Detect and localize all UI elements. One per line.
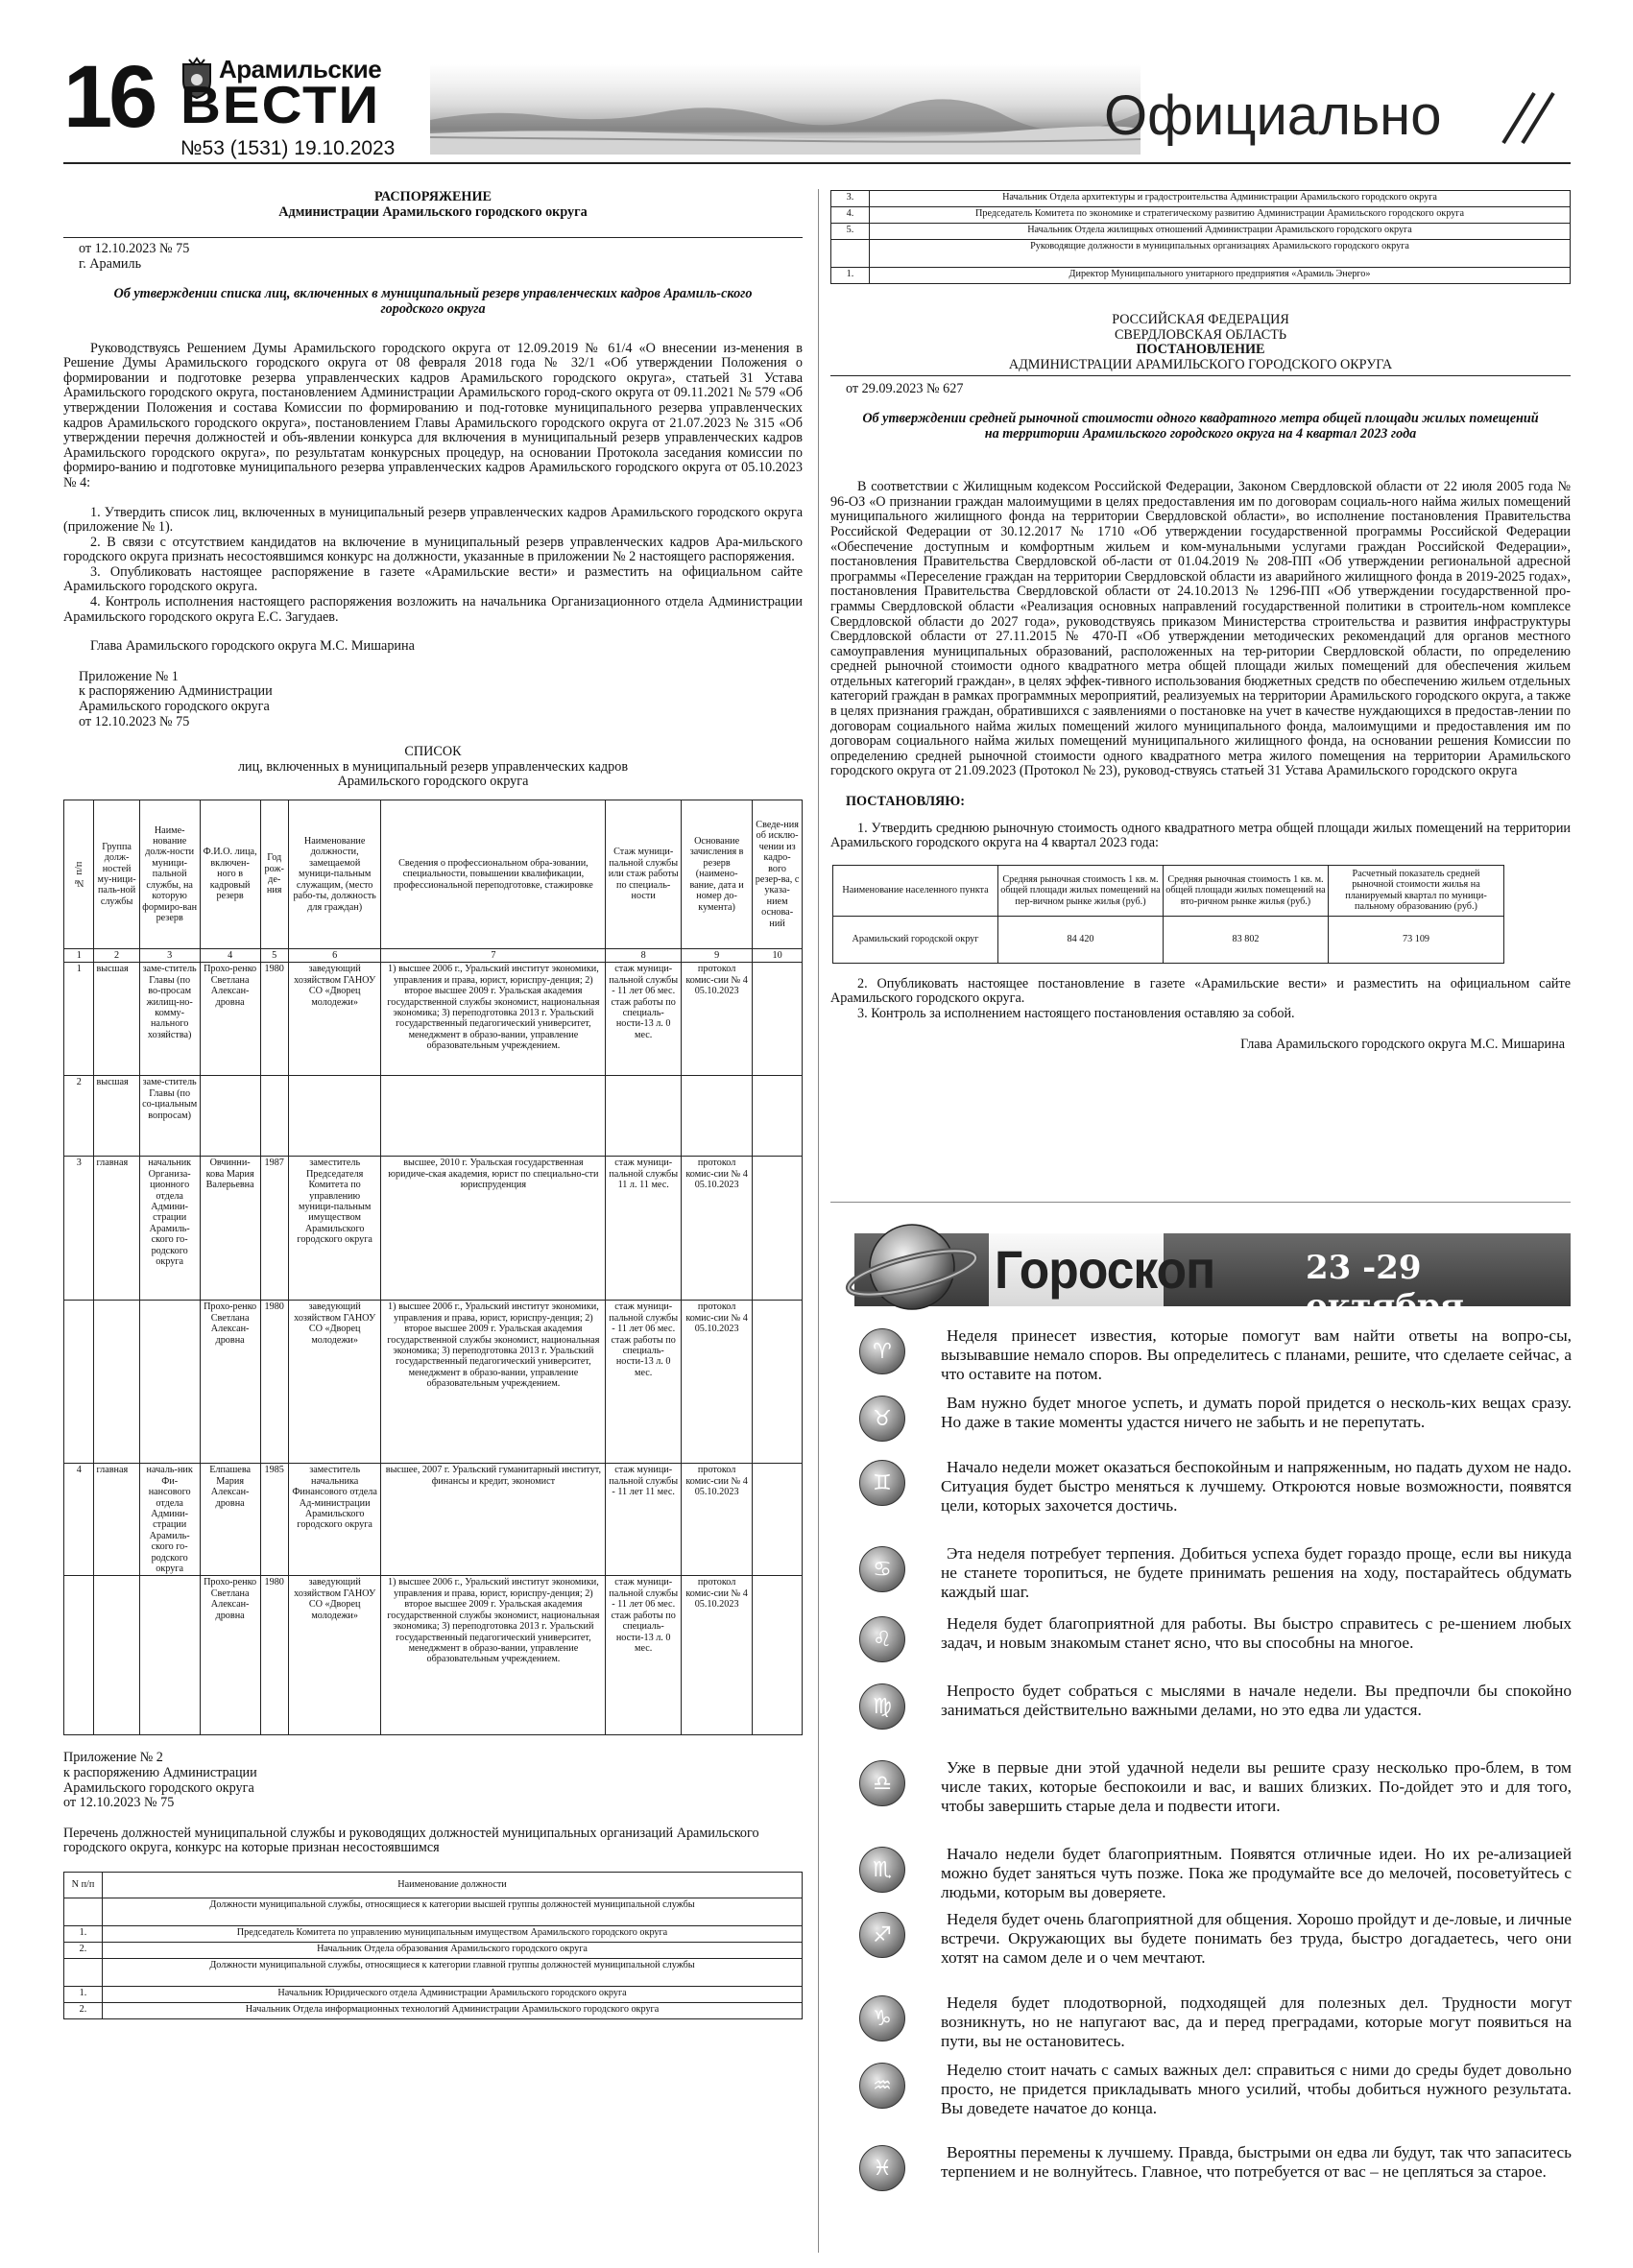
cell-n <box>64 1301 94 1464</box>
heading-line: СВЕРДЛОВСКАЯ ОБЛАСТЬ <box>1114 326 1287 343</box>
column-number-cell: 2 <box>94 949 139 963</box>
horoscope-item <box>859 2061 1572 2128</box>
horoscope-item <box>859 1758 1572 1826</box>
left-column <box>63 190 803 2019</box>
decree-subject: Об утверждении средней рыночной стоимости одного квадратного метра общей площади жилых помещений на территории Арамильского городского округа на 4 квартал 2023 года <box>862 410 1539 442</box>
order-subject: Об утверждении списка лиц, включенных в муниципальный резерв управленческих кадров Арамиль-ского городского округа <box>113 286 753 317</box>
header-cell: N п/п <box>64 1873 103 1898</box>
horoscope-title: Гороскоп <box>995 1239 1215 1300</box>
column-number-cell: 10 <box>753 949 803 963</box>
cell-work: заведующий хозяйством ГАНОУ СО «Дворец молодежи» <box>288 1301 381 1464</box>
list-heading <box>63 745 803 790</box>
horoscope-text: Неделя будет очень благоприятной для общения. Хорошо пройдут и де-ловые, и личные встречи. Окружающих вы будете понимать без труда, быстро догадаетесь, чего они хотят на самом деле и о чем мечтают. <box>941 1910 1572 1967</box>
header-cell: Стаж муници-пальной службы или стаж работы по специаль-ности <box>606 800 682 949</box>
heading-line: ПОСТАНОВЛЕНИЕ <box>1136 342 1265 358</box>
page-number: 16 <box>63 48 155 146</box>
column-number-cell: 6 <box>288 949 381 963</box>
cell-year: 1980 <box>260 1301 288 1464</box>
price-secondary-cell: 83 802 <box>1164 916 1329 963</box>
cell-group: высшая <box>94 963 139 1076</box>
column-number-cell: 7 <box>381 949 606 963</box>
cell-year: 1985 <box>260 1464 288 1576</box>
table-row <box>831 268 1571 284</box>
table-row <box>64 1943 803 1959</box>
cell-stage: стаж муници-пальной службы - 11 лет 06 мес. стаж работы по специаль-ности-13 л. 0 мес. <box>606 1301 682 1464</box>
horoscope-text: Неделю стоит начать с самых важных дел: справиться с ними до среды будет довольно просто, не придется прикладывать много усилий, чтобы добиться нужного результата. Вы доведете начатое до конца. <box>941 2061 1572 2117</box>
table-row <box>64 1157 803 1301</box>
saturn-icon <box>845 1206 979 1330</box>
issue-number: №53 (1531) 19.10.2023 <box>180 137 396 159</box>
cell-n: 2 <box>64 1076 94 1157</box>
cell-excl <box>753 1464 803 1576</box>
cell-fio: Прохо-ренко Светлана Алексан-дровна <box>200 1576 260 1735</box>
cell-work: заведующий хозяйством ГАНОУ СО «Дворец молодежи» <box>288 1576 381 1735</box>
table-row <box>64 1987 803 2003</box>
table-row <box>64 963 803 1076</box>
cell-group: главная <box>94 1157 139 1301</box>
row-number-cell: 2. <box>64 2003 103 2019</box>
table-row <box>64 1076 803 1157</box>
horoscope-item <box>859 1394 1572 1461</box>
decree-signature: Глава Арамильского городского округа М.С. Мишарина <box>1240 1036 1565 1052</box>
position-name-cell: Директор Муниципального унитарного предприятия «Арамиль Энерго» <box>870 268 1571 284</box>
header-cell: Средняя рыночная стоимость 1 кв. м. общей площади жилых помещений на вто-ричном рынке жилья (руб.) <box>1164 865 1329 916</box>
header-rule <box>63 162 1571 164</box>
cell-basis: протокол комис-сии № 4 05.10.2023 <box>682 1157 753 1301</box>
horoscope-text: Вам нужно будет многое успеть, и думать порой придется о несколь-ких вещах сразу. Но даже в такие моменты удастся ничего не забыть и не перепутать. <box>941 1394 1572 1431</box>
heading-line: РОССИЙСКАЯ ФЕДЕРАЦИЯ <box>1112 312 1289 327</box>
order-title: РАСПОРЯЖЕНИЕ <box>374 189 492 204</box>
cell-edu: высшее, 2010 г. Уральская государственная юридиче-ская академия, юрист по специально-сти юриспруденция <box>381 1157 606 1301</box>
slash-decoration-icon <box>1496 89 1563 147</box>
table-row <box>831 207 1571 224</box>
cell-stage <box>606 1076 682 1157</box>
decree-heading <box>830 313 1571 372</box>
table-row <box>64 1301 803 1464</box>
cell-work: заместитель Председателя Комитета по управлению муници-пальным имуществом Арамильского городского округа <box>288 1157 381 1301</box>
order-title-admin: Администрации Арамильского городского округа <box>278 203 588 220</box>
decree-resolve: ПОСТАНОВЛЯЮ: <box>846 794 966 810</box>
table-row <box>831 191 1571 207</box>
cell-work <box>288 1076 381 1157</box>
table-row <box>64 2003 803 2019</box>
decree-items-end <box>830 977 1571 1022</box>
virgo-icon: ♍ <box>859 1683 905 1730</box>
cell-excl <box>753 1076 803 1157</box>
cell-position: начальник Организа-ционного отдела Админи-страции Арамиль-ского го-родского округа <box>139 1157 200 1301</box>
cell-edu <box>381 1076 606 1157</box>
position-name-cell: Председатель Комитета по управлению муниципальным имуществом Арамильского городского округа <box>103 1926 803 1943</box>
appendix-line: от 12.10.2023 № 75 <box>79 713 190 729</box>
order-date: от 12.10.2023 № 75 <box>79 241 190 257</box>
header-cell: Средняя рыночная стоимость 1 кв. м. общей площади жилых помещений на пер-вичном рынке жилья (руб.) <box>998 865 1164 916</box>
column-number-cell: 3 <box>139 949 200 963</box>
cell-year <box>260 1076 288 1157</box>
header-cell: Расчетный показатель средней рыночной стоимости жилья на планируемый квартал по муници-пальному образованию (руб.) <box>1329 865 1504 916</box>
horoscope-text: Неделя будет плодотворной, подходящей для полезных дел. Трудности могут возникнуть, но не напугают вас, да и перед преградами, которые могут появиться на пути, вы не остановитесь. <box>941 1993 1572 2050</box>
brand-main: ВЕСТИ <box>180 75 381 135</box>
category-cell: Руководящие должности в муниципальных организациях Арамильского городского округа <box>870 240 1571 268</box>
order-item-4: 4. Контроль исполнения настоящего распоряжения возложить на начальника Организационного отдела Администрации Арамильского городского округа Е.С. Загудаев. <box>63 594 803 625</box>
order-item-1: 1. Утвердить список лиц, включенных в муниципальный резерв управленческих кадров Арамильского городского округа (приложение № 1). <box>63 504 803 536</box>
decree-items <box>830 822 1571 851</box>
cell-edu: высшее, 2007 г. Уральский гуманитарный институт, финансы и кредит, экономист <box>381 1464 606 1576</box>
row-number-cell: 3. <box>831 191 870 207</box>
scorpio-icon: ♏ <box>859 1847 905 1893</box>
gemini-icon: ♊ <box>859 1460 905 1506</box>
column-number-cell: 5 <box>260 949 288 963</box>
cell-edu: 1) высшее 2006 г., Уральский институт экономики, управления и права, юрист, юриспру-денция; 2) второе высшее 2009 г. Уральская академия государственной службы экономист, национальная экономика; 3) переподготовка 2013 г. Уральский государственный педагогический университет, менеджмент в образо-вании, управление образовательным учреждением. <box>381 1301 606 1464</box>
list-title: СПИСОК <box>404 744 462 760</box>
horoscope-item <box>859 1993 1572 2061</box>
appendix-1-heading <box>79 670 803 729</box>
cell-excl <box>753 963 803 1076</box>
category-cell: Должности муниципальной службы, относящиеся к категории главной группы должностей муниципальной службы <box>103 1959 803 1987</box>
decree-rule <box>830 375 1571 376</box>
order-city: г. Арамиль <box>79 255 142 272</box>
table-row <box>64 1926 803 1943</box>
header-cell: Наименование должности <box>103 1873 803 1898</box>
cell-basis: протокол комис-сии № 4 05.10.2023 <box>682 963 753 1076</box>
cell-excl <box>753 1301 803 1464</box>
cell-fio: Прохо-ренко Светлана Алексан-дровна <box>200 1301 260 1464</box>
horoscope-item <box>859 2143 1572 2210</box>
place-cell: Арамильский городской округ <box>833 916 998 963</box>
header-cell: Год рож-де-ния <box>260 800 288 949</box>
cell-position: заме-ститель Главы (по во-просам жилищ-но-комму-нального хозяйства) <box>139 963 200 1076</box>
table-header-row <box>64 1873 803 1898</box>
appendix-line: от 12.10.2023 № 75 <box>63 1795 175 1811</box>
row-number-cell: 1. <box>64 1926 103 1943</box>
cell-group <box>94 1301 139 1464</box>
horoscope-text: Неделя будет благоприятной для работы. Вы быстро справитесь с ре-шением любых задач, и новым знакомым станет ясно, что вы способны на многое. <box>941 1614 1572 1652</box>
reserve-list-table <box>63 800 803 1735</box>
cell-position <box>139 1576 200 1735</box>
cell-excl <box>753 1157 803 1301</box>
appendix-line: Приложение № 2 <box>63 1750 163 1766</box>
positions-table <box>63 1872 803 2019</box>
sagittarius-icon: ♐ <box>859 1912 905 1958</box>
price-table <box>832 865 1504 964</box>
header-cell: Основание зачисления в резерв (наимено-вание, дата и номер до-кумента) <box>682 800 753 949</box>
title-rule <box>63 237 803 238</box>
horoscope-text: Непросто будет собраться с мыслями в начале недели. Вы предпочли бы спокойно заниматься действительно важными делами, но это едва ли удастся. <box>941 1682 1572 1719</box>
row-number-cell <box>64 1959 103 1987</box>
order-para: Руководствуясь Решением Думы Арамильского городского округа от 12.09.2019 № 61/4 «О внесении из-менения в Решение Думы Арамильского городского округа от 08 февраля 2018 года № 32/1 «Об утверждении Положения о формировании и подготовке резерва управленческих кадров Арамильского городского округа», статьей 31 Устава Арамильского городского округа, постановлением Администрации Арамильского город-ского округа от 09.11.2021 № 579 «Об утверждении Положения и состава Комиссии по формированию и под-готовке муниципального резерва управленческих кадров Арамильского городского округа», постановлением Главы Арамильского городского округа от 21.07.2023 № 315 «Об утверждении перечня должностей и объ-явлении конкурса для включения в муниципальный резерв управленческих кадров Арамильского городского округа», по результатам конкурсных процедур, на основании Протокола заседания комиссии по формиро-ванию и подготовке муниципального резерва управленческих кадров Арамильского городского округа от 05.10.2023 № 4: <box>63 340 803 490</box>
horoscope-item <box>859 1845 1572 1912</box>
header <box>63 48 1571 166</box>
cell-basis <box>682 1076 753 1157</box>
header-cell: Сведения о профессиональном обра-зовании, специальности, повышении квалификации, профессиональной переподготовке, стажировке <box>381 800 606 949</box>
header-cell: Группа долж-ностей му-ници-паль-ной службы <box>94 800 139 949</box>
table-row <box>64 1464 803 1576</box>
horoscope-text: Неделя принесет известия, которые помогут вам найти ответы на вопро-сы, вызывавшие немало споров. Вы определитесь с планами, решите, что сделаете сейчас, а что оставите на потом. <box>941 1326 1572 1383</box>
horoscope-rule <box>830 1202 1571 1203</box>
decree-body <box>830 480 1571 779</box>
table-header-row <box>833 865 1504 916</box>
column-number-cell: 4 <box>200 949 260 963</box>
appendix-line: Приложение № 1 <box>79 668 179 684</box>
appendix-line: к распоряжению Администрации <box>79 683 273 700</box>
cell-group: главная <box>94 1464 139 1576</box>
leo-icon: ♌ <box>859 1616 905 1662</box>
appendix-line: Арамильского городского округа <box>79 699 270 715</box>
row-number-cell: 4. <box>831 207 870 224</box>
price-calculated-cell: 73 109 <box>1329 916 1504 963</box>
cell-fio: Овчинни-кова Мария Валерьевна <box>200 1157 260 1301</box>
horoscope-text: Начало недели может оказаться беспокойным и напряженным, но падать духом не надо. Ситуация будет быстро меняться к лучшему. Откроются новые возможности, появятся цели, которых захочется достичь. <box>941 1458 1572 1515</box>
capricorn-icon: ♑ <box>859 1995 905 2041</box>
cell-group <box>94 1576 139 1735</box>
horoscope-item <box>859 1614 1572 1682</box>
row-number-cell: 1. <box>64 1987 103 2003</box>
header-cell: № п/п <box>64 800 94 949</box>
libra-icon: ♎ <box>859 1760 905 1806</box>
horoscope-item <box>859 1682 1572 1749</box>
taurus-icon: ♉ <box>859 1396 905 1442</box>
cell-position <box>139 1301 200 1464</box>
cell-work: заместитель начальника Финансового отдела Ад-министрации Арамильского городского округа <box>288 1464 381 1576</box>
cell-position: началь-ник Фи-нансового отдела Админи-страции Арамиль-ского го-родского округа <box>139 1464 200 1576</box>
cell-n: 4 <box>64 1464 94 1576</box>
row-number-cell: 1. <box>831 268 870 284</box>
table-header-row <box>64 800 803 949</box>
order-body <box>63 342 803 655</box>
header-cell: Наиме-нование долж-ности муници-пальной службы, на которую формиро-ван резерв <box>139 800 200 949</box>
price-primary-cell: 84 420 <box>998 916 1164 963</box>
horoscope-text: Начало недели будет благоприятным. Появятся отличные идеи. Но их ре-ализацией можно будет заняться чуть позже. Пока же продумайте все до мелочей, посоветуйтесь с людьми, которым вы доверяете. <box>941 1845 1572 1901</box>
cell-n: 3 <box>64 1157 94 1301</box>
order-item-3: 3. Опубликовать настоящее распоряжение в газете «Арамильские вести» и разместить на официальном сайте Арамильского городского округа. <box>63 563 803 595</box>
order-signature: Глава Арамильского городского округа М.С. Мишарина <box>90 638 415 655</box>
appendix-2-heading <box>63 1751 803 1810</box>
decree-item-3: 3. Контроль за исполнением настоящего постановления оставляю за собой. <box>857 1006 1295 1021</box>
row-number-cell: 5. <box>831 224 870 240</box>
decree-item-2: 2. Опубликовать настоящее постановление в газете «Арамильские вести» и разместить на официальном сайте Арамильского городского округа. <box>830 975 1571 1007</box>
horoscope-dates: 23 -29 октября <box>1306 1249 1464 1325</box>
column-number-cell: 8 <box>606 949 682 963</box>
row-number-cell: 2. <box>64 1943 103 1959</box>
horoscope-text: Уже в первые дни этой удачной недели вы решите сразу несколько про-блем, в том числе таких, которые беспокоили и вас, и ваших близких. По-дойдет это и для того, чтобы завершить старые дела и подвести итоги. <box>941 1758 1572 1815</box>
cell-edu: 1) высшее 2006 г., Уральский институт экономики, управления и права, юрист, юриспру-денция; 2) второе высшее 2009 г. Уральская академия государственной службы экономист, национальная экономика; 3) переподготовка 2013 г. Уральский государственный педагогический университет, менеджмент в образо-вании, управление образовательным учреждением. <box>381 963 606 1076</box>
position-name-cell: Начальник Отдела информационных технологий Администрации Арамильского городского округа <box>103 2003 803 2019</box>
horoscope-item <box>859 1544 1572 1611</box>
cell-position: заме-ститель Главы (по со-циальным вопросам) <box>139 1076 200 1157</box>
list-subtitle: Арамильского городского округа <box>337 774 529 790</box>
aquarius-icon: ♒ <box>859 2063 905 2109</box>
section-title: Официально <box>1104 84 1442 147</box>
row-number-cell <box>831 240 870 268</box>
cell-edu: 1) высшее 2006 г., Уральский институт экономики, управления и права, юрист, юриспру-денция; 2) второе высшее 2009 г. Уральская академия государственной службы экономист, национальная экономика; 3) переподготовка 2013 г. Уральский государственный педагогический университет, менеджмент в образо-вании, управление образовательным учреждением. <box>381 1576 606 1735</box>
list-subtitle: лиц, включенных в муниципальный резерв управленческих кадров <box>237 758 629 775</box>
horoscope-text: Эта неделя потребует терпения. Добиться успеха будет гораздо проще, если вы никуда не станете торопиться, не будете принимать решения на ходу, постарайтесь обдумать каждый шаг. <box>941 1544 1572 1601</box>
table-row <box>831 240 1571 268</box>
cell-n <box>64 1576 94 1735</box>
table-row <box>64 1576 803 1735</box>
aries-icon: ♈ <box>859 1328 905 1374</box>
header-landscape-image <box>430 64 1141 155</box>
cell-basis: протокол комис-сии № 4 05.10.2023 <box>682 1576 753 1735</box>
cell-stage: стаж муници-пальной службы - 11 лет 11 мес. <box>606 1464 682 1576</box>
appendix-line: к распоряжению Администрации <box>63 1765 257 1781</box>
decree-date: от 29.09.2023 № 627 <box>846 381 964 397</box>
position-name-cell: Председатель Комитета по экономике и стратегическому развитию Администрации Арамильского городского округа <box>870 207 1571 224</box>
decree-para: В соответствии с Жилищным кодексом Российской Федерации, Законом Свердловской области от 22 июля 2005 года № 96-ОЗ «О признании граждан малоимущими в целях предоставления им по договорам социаль-ного найма жилых помещений муниципального жилищного фонда на территории Свердловской области», во исполнение постановления Правительства Российской Федерации от 30.12.2017 № 1710 «Об утверждении государственной программы Российской Федерации «Обеспечение доступным и комфортным жильем и ком-мунальными услугами граждан Российской Федерации», постановления Правительства Свердловской об-ласти от 01.04.2019 № 208-ПП «Об утверждении региональной адресной программы «Переселение граждан на территории Свердловской области из аварийного жилищного фонда в 2019-2025 годах», постановления Правительства Свердловской области от 24.10.2013 № 1296-ПП «Об утверждении государственной про-граммы Свердловской области «Реализация основных направлений государственной политики в строитель-ном комплексе Свердловской области до 2027 года», руководствуясь приказом Министерства строительства и развития инфраструктуры Свердловской области от 27.11.2015 № 470-П «Об утверждении методических рекомендаций для органов местного самоуправления муниципальных образований, расположенных на тер-ритории Свердловской области, по определению средней рыночной стоимости одного квадратного метра общей площади жилых помещений для обеспечения жильем отдельных категорий граждан», в целях эффек-тивного использования бюджетных средств по обеспечению жильем отдельных категорий граждан в рамках программных мероприятий, реализуемых на территории Арамильского городского округа, а также в целях признания граждан, обратившихся с заявлениями о постановке на учет в качестве нуждающихся в предостав-лении по договорам социального найма жилых помещений жилого муниципального фонда, малоимущими и предоставления им по договорам социального найма жилых помещений муниципального жилищного фонда, на основании решения Комиссии по определению средней рыночной стоимости одного квадратного метра жилого помещения на территории Арамильского городского округа от 21.09.2023 (Протокол № 23), руковод-ствуясь статьей 31 Устава Арамильского городского округа <box>830 479 1571 779</box>
header-cell: Наименование населенного пункта <box>833 865 998 916</box>
position-name-cell: Начальник Отдела жилищных отношений Администрации Арамильского городского округа <box>870 224 1571 240</box>
brand-top: Арамильские <box>219 55 382 84</box>
header-cell: Ф.И.О. лица, включен-ного в кадровый резерв <box>200 800 260 949</box>
position-name-cell: Начальник Отдела образования Арамильского городского округа <box>103 1943 803 1959</box>
table-row <box>64 1898 803 1926</box>
cell-group: высшая <box>94 1076 139 1157</box>
heading-line: АДМИНИСТРАЦИИ АРАМИЛЬСКОГО ГОРОДСКОГО ОКРУГА <box>1008 356 1393 372</box>
cell-fio <box>200 1076 260 1157</box>
table-row <box>831 224 1571 240</box>
horoscope-item <box>859 1910 1572 1977</box>
order-item-2: 2. В связи с отсутствием кандидатов на включение в муниципальный резерв управленческих кадров Ара-мильского городского округа признать несостоявшимся конкурс на должности, указанные в приложении № 2 настоящего распоряжения. <box>63 534 803 565</box>
table-row <box>833 916 1504 963</box>
column-divider <box>818 189 819 2253</box>
cell-work: заведующий хозяйством ГАНОУ СО «Дворец молодежи» <box>288 963 381 1076</box>
column-number-cell: 9 <box>682 949 753 963</box>
horoscope-item <box>859 1458 1572 1525</box>
position-name-cell: Начальник Отдела архитектуры и градостроительства Администрации Арамильского городского округа <box>870 191 1571 207</box>
position-name-cell: Начальник Юридического отдела Администрации Арамильского городского округа <box>103 1987 803 2003</box>
pisces-icon: ♓ <box>859 2145 905 2191</box>
appendix-line: Арамильского городского округа <box>63 1779 254 1796</box>
cell-excl <box>753 1576 803 1735</box>
decree-item-1: 1. Утвердить среднюю рыночную стоимость одного квадратного метра общей площади жилых помещений на территории Арамильского городского округа на 4 квартал 2023 года: <box>830 820 1571 851</box>
header-cell: Сведе-ния об исклю-чении из кадро-вого резер-ва, с указа-нием основа-ний <box>753 800 803 949</box>
cell-n: 1 <box>64 963 94 1076</box>
horoscope-item <box>859 1326 1572 1394</box>
cell-basis: протокол комис-сии № 4 05.10.2023 <box>682 1301 753 1464</box>
cell-fio: Прохо-ренко Светлана Алексан-дровна <box>200 963 260 1076</box>
cell-stage: стаж муници-пальной службы - 11 лет 06 мес. стаж работы по специаль-ности-13 л. 0 мес. <box>606 1576 682 1735</box>
positions-list-caption: Перечень должностей муниципальной службы и руководящих должностей муниципальных организаций Арамильского городского округа, конкурс на которые признан несостоявшимся <box>63 1825 759 1856</box>
category-cell: Должности муниципальной службы, относящиеся к категории высшей группы должностей муниципальной службы <box>103 1898 803 1926</box>
table-row <box>64 1959 803 1987</box>
row-number-cell <box>64 1898 103 1926</box>
cell-year: 1980 <box>260 963 288 1076</box>
header-cell: Наименование должности, замещаемой муници-пальным служащим, (место рабо-ты, должность для граждан) <box>288 800 381 949</box>
column-number-cell: 1 <box>64 949 94 963</box>
cancer-icon: ♋ <box>859 1546 905 1592</box>
right-column <box>830 190 1571 1052</box>
cell-stage: стаж муници-пальной службы 11 л. 11 мес. <box>606 1157 682 1301</box>
cell-fio: Елпашева Мария Алексан-дровна <box>200 1464 260 1576</box>
table-number-row <box>64 949 803 963</box>
cell-basis: протокол комис-сии № 4 05.10.2023 <box>682 1464 753 1576</box>
positions-table-continued <box>830 190 1571 284</box>
horoscope-text: Вероятны перемены к лучшему. Правда, быстрыми он едва ли будут, так что запаситесь терпением и не волнуйтесь. Главное, что потребуется от вас – не цепляться за старое. <box>941 2143 1572 2181</box>
cell-stage: стаж муници-пальной службы - 11 лет 06 мес. стаж работы по специаль-ности-13 л. 0 мес. <box>606 963 682 1076</box>
cell-year: 1980 <box>260 1576 288 1735</box>
cell-year: 1987 <box>260 1157 288 1301</box>
